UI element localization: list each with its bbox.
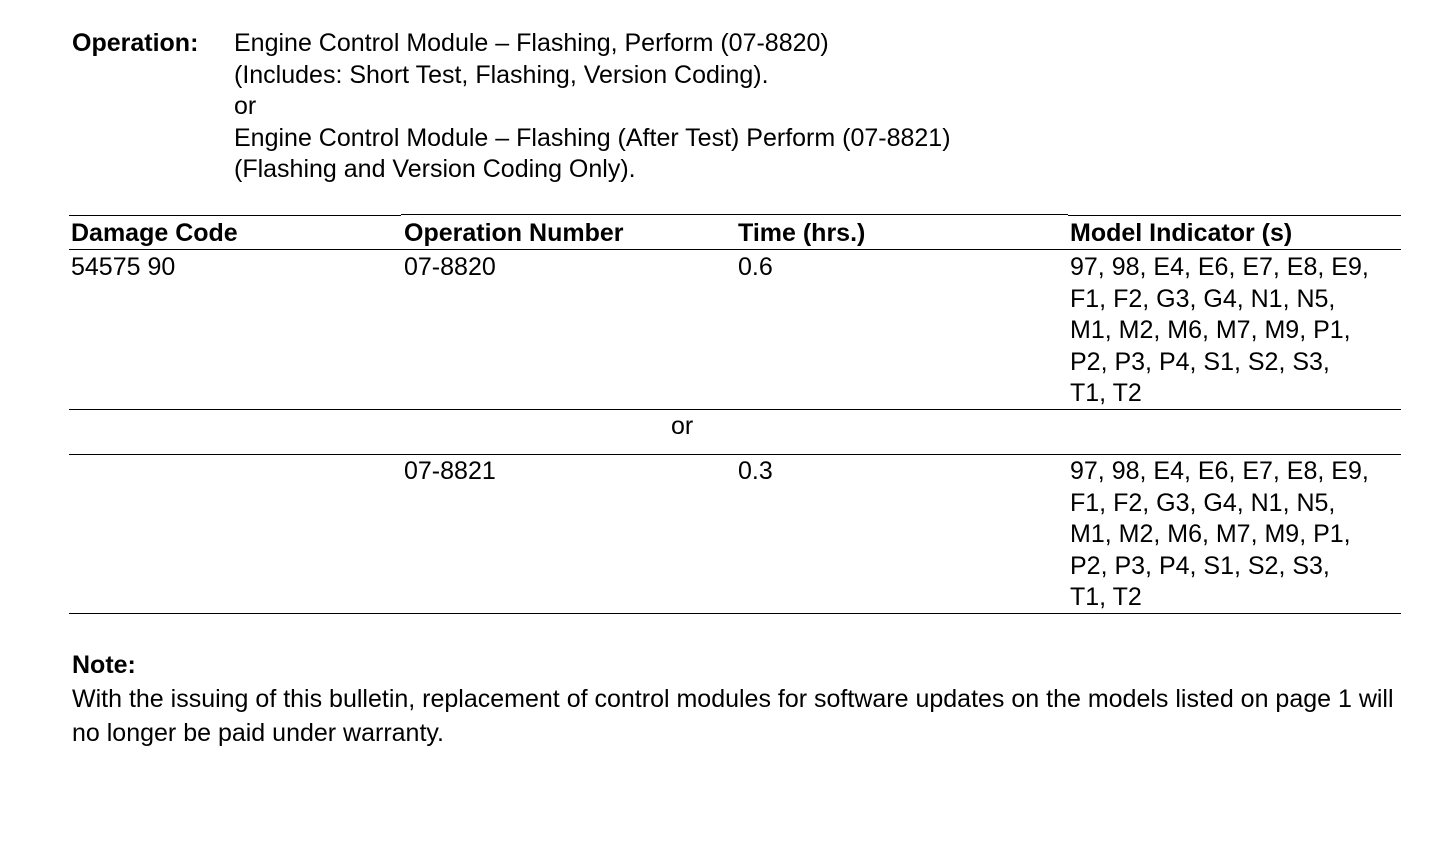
operation-line-1: Engine Control Module – Flashing, Perform (07-8820) — [234, 29, 829, 57]
row2-top-rule — [69, 454, 1401, 455]
table-bottom-rule — [69, 613, 1401, 614]
header-time: Time (hrs.) — [738, 219, 866, 247]
operation-description — [234, 28, 1134, 186]
row1-operation-number: 07-8820 — [404, 253, 496, 281]
table-top-rule-left — [69, 215, 401, 216]
row2-operation-number: 07-8821 — [404, 457, 496, 485]
row2-time: 0.3 — [738, 457, 773, 485]
row1-models-line-5: T1, T2 — [1070, 379, 1142, 407]
row1-models-line-2: F1, F2, G3, G4, N1, N5, — [1070, 284, 1336, 313]
note-section — [72, 650, 1412, 750]
header-rule — [69, 249, 1401, 250]
note-title: Note: — [72, 651, 136, 679]
table-top-rule-middle — [401, 214, 1068, 215]
row1-models-line-3: M1, M2, M6, M7, M9, P1, — [1070, 316, 1351, 344]
header-operation-number: Operation Number — [404, 219, 624, 247]
note-text: With the issuing of this bulletin, replacement of control modules for software updates on the models listed on page 1 will no longer be paid under warranty. — [72, 685, 1394, 747]
operation-line-2: (Includes: Short Test, Flashing, Version Coding). — [234, 60, 769, 89]
row2-models-line-5: T1, T2 — [1070, 583, 1142, 611]
row1-damage-code: 54575 90 — [71, 253, 176, 281]
operation-line-4: (Flashing and Version Coding Only). — [234, 155, 636, 183]
row1-models-line-4: P2, P3, P4, S1, S2, S3, — [1070, 347, 1330, 376]
row2-models — [1070, 456, 1369, 614]
row2-models-line-1: 97, 98, E4, E6, E7, E8, E9, — [1070, 457, 1369, 485]
header-model-indicator: Model Indicator (s) — [1070, 219, 1293, 247]
header-damage-code: Damage Code — [71, 219, 238, 247]
row1-models — [1070, 252, 1369, 410]
row1-bottom-rule — [69, 409, 1401, 410]
row2-models-line-4: P2, P3, P4, S1, S2, S3, — [1070, 551, 1330, 580]
operation-label: Operation: — [72, 29, 199, 57]
row2-models-line-3: M1, M2, M6, M7, M9, P1, — [1070, 520, 1351, 548]
row2-models-line-2: F1, F2, G3, G4, N1, N5, — [1070, 488, 1336, 517]
operation-line-or: or — [234, 92, 257, 120]
row1-models-line-1: 97, 98, E4, E6, E7, E8, E9, — [1070, 253, 1369, 281]
table-separator-or: or — [671, 412, 694, 440]
table-top-rule-right — [1068, 215, 1401, 216]
operation-line-3: Engine Control Module – Flashing (After Test) Perform (07-8821) — [234, 123, 951, 152]
row1-time: 0.6 — [738, 253, 773, 281]
